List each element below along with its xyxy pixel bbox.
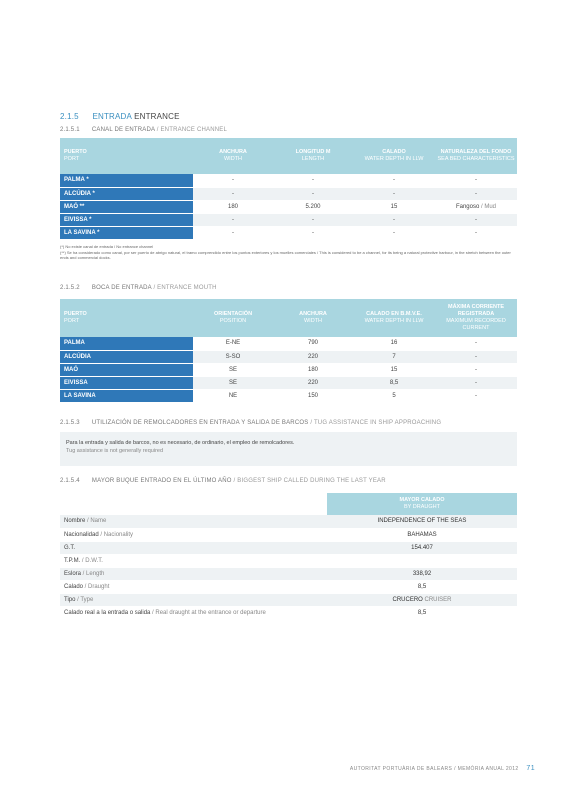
table-cell: 15 [353,200,435,213]
table-cell: - [193,226,273,239]
port-cell: ALCÚDIA [60,350,193,363]
table-cell: 220 [273,376,353,389]
section-title-es: ENTRADA [92,112,132,121]
table-cell: 180 [193,200,273,213]
tug-text-en: Tug assistance is not generally required [66,448,164,454]
subsection-number: 2.1.5.1 [60,127,80,133]
table-row [60,606,517,619]
row-value: CRUCERO CRUISER [327,593,517,606]
table-cell: - [193,174,273,187]
section-title-en: ENTRANCE [134,112,180,121]
column-header: MAYOR CALADO BY DRAUGHT [327,493,517,515]
section-title [60,112,180,121]
table-cell: - [435,363,517,376]
tug-assistance-title [60,420,441,426]
table-cell: SE [193,363,273,376]
table-row [60,541,517,554]
table-cell: 5.200 [273,200,353,213]
table-header-row [60,299,517,337]
tug-assistance-box [60,432,517,466]
table-cell: - [193,187,273,200]
column-header: PUERTO PORT [60,138,193,174]
table-cell: Fangoso / Mud [435,200,517,213]
port-cell: PALMA [60,337,193,350]
column-header: NATURALEZA DEL FONDO SEA BED CHARACTERISTICS [435,138,517,174]
row-label: T.P.M. / D.W.T. [60,554,327,567]
table-row [60,567,517,580]
row-label: G.T. [60,541,327,554]
page-number: 71 [526,765,535,772]
subsection-title-es: MAYOR BUQUE ENTRADO EN EL ÚLTIMO AÑO [91,478,232,484]
entrance-channel-title [60,127,227,133]
page-footer [350,765,535,772]
port-cell: EIVISSA * [60,213,193,226]
row-label: Nacionalidad / Nacionality [60,528,327,541]
subsection-title-en: / ENTRANCE MOUTH [153,285,217,291]
table-cell: - [353,213,435,226]
table-cell: E-NE [193,337,273,350]
table-cell: NE [193,389,273,402]
footnotes [60,244,517,261]
table-row [60,515,517,528]
subsection-title-en: / TUG ASSISTANCE IN SHIP APPROACHING [310,420,442,426]
row-label: Nombre / Name [60,515,327,528]
table-cell: - [435,226,517,239]
port-cell: MAÓ ** [60,200,193,213]
biggest-ship-title [60,478,386,484]
subsection-title-es: BOCA DE ENTRADA [91,285,152,291]
tug-text-es: Para la entrada y salida de barcos, no es necesario, de ordinario, el empleo de remolcadores. [66,440,295,446]
row-label: Calado real a la entrada o salida / Real draught at the entrance or departure [60,606,327,619]
entrance-mouth-title [60,285,217,291]
column-header: CALADO WATER DEPTH IN LLW [353,138,435,174]
table-cell: - [435,389,517,402]
footer-report: MEMÒRIA ANUAL 2012 [457,766,519,772]
table-cell: 180 [273,363,353,376]
table-cell: - [273,174,353,187]
table-header-row [60,493,517,515]
column-header: ANCHURA WIDTH [193,138,273,174]
row-value: 8,5 [327,606,517,619]
port-cell: LA SAVINA [60,389,193,402]
subsection-number: 2.1.5.4 [60,478,80,484]
section-number: 2.1.5 [60,112,79,121]
table-row [60,174,517,187]
port-cell: ALCÚDIA * [60,187,193,200]
row-value: 154.407 [327,541,517,554]
footnote: (**) Se ha considerado como canal, por ser puerto de abrigo natural, el tramo comprendido entre los puntos exteriores y los muelles comerciales / This is considered to be a channel, for its being a natural protective harbour, in the stretch between the outer ends and commercial docks. [60,249,511,261]
table-cell: 16 [353,337,435,350]
table-header-row [60,138,517,174]
column-header: ANCHURA WIDTH [273,299,353,337]
table-cell: 7 [353,350,435,363]
table-row [60,554,517,567]
subsection-number: 2.1.5.3 [60,420,80,426]
table-cell: - [435,350,517,363]
entrance-mouth-table [60,299,517,403]
entrance-channel-table [60,138,517,240]
row-value: 338,92 [327,567,517,580]
column-header: CALADO EN B.M.V.E. WATER DEPTH IN LLW [353,299,435,337]
footnote: (*) No existe canal de entrada / No entrance channel [60,244,154,249]
port-cell: EIVISSA [60,376,193,389]
table-row [60,213,517,226]
table-row [60,350,517,363]
column-header: MÁXIMA CORRIENTE REGISTRADA MAXIMUM RECORDED CURRENT [435,299,517,337]
table-row [60,187,517,200]
table-cell: SE [193,376,273,389]
port-cell: MAÓ [60,363,193,376]
column-header: PUERTO PORT [60,299,193,337]
column-header: ORIENTACIÓN POSITION [193,299,273,337]
footer-separator: / [454,766,456,772]
row-value: INDEPENDENCE OF THE SEAS [327,515,517,528]
table-row [60,363,517,376]
table-cell: - [353,226,435,239]
table-cell: - [193,213,273,226]
row-value: 8,5 [327,580,517,593]
table-cell: S-SO [193,350,273,363]
table-cell: 8,5 [353,376,435,389]
table-cell: - [273,213,353,226]
table-row [60,580,517,593]
table-cell: - [273,187,353,200]
subsection-title-es: UTILIZACIÓN DE REMOLCADORES EN ENTRADA Y SALIDA DE BARCOS [91,420,309,426]
table-row [60,200,517,213]
table-row [60,337,517,350]
subsection-title-es: CANAL DE ENTRADA [91,127,155,133]
row-value: BAHAMAS [327,528,517,541]
table-cell: - [435,174,517,187]
table-cell: - [273,226,353,239]
subsection-title-en: / BIGGEST SHIP CALLED DURING THE LAST YEAR [233,478,386,484]
biggest-ship-table [60,493,517,620]
table-cell: 5 [353,389,435,402]
subsection-title-en: / ENTRANCE CHANNEL [156,127,228,133]
empty-header [60,493,327,515]
subsection-number: 2.1.5.2 [60,285,80,291]
table-row [60,389,517,402]
table-cell: - [353,187,435,200]
port-cell: PALMA * [60,174,193,187]
table-cell: 790 [273,337,353,350]
row-label: Eslora / Length [60,567,327,580]
table-row [60,226,517,239]
column-header: LONGITUD M LENGTH [273,138,353,174]
table-cell: - [435,187,517,200]
row-label: Tipo / Type [60,593,327,606]
table-cell: 220 [273,350,353,363]
row-label: Calado / Draught [60,580,327,593]
footer-org: AUTORITAT PORTUÀRIA DE BALEARS [349,766,453,772]
table-cell: - [353,174,435,187]
table-cell: 150 [273,389,353,402]
row-value [327,554,517,567]
table-row [60,528,517,541]
table-cell: - [435,376,517,389]
table-row [60,593,517,606]
port-cell: LA SAVINA * [60,226,193,239]
table-row [60,376,517,389]
table-cell: - [435,213,517,226]
table-cell: 15 [353,363,435,376]
table-cell: - [435,337,517,350]
